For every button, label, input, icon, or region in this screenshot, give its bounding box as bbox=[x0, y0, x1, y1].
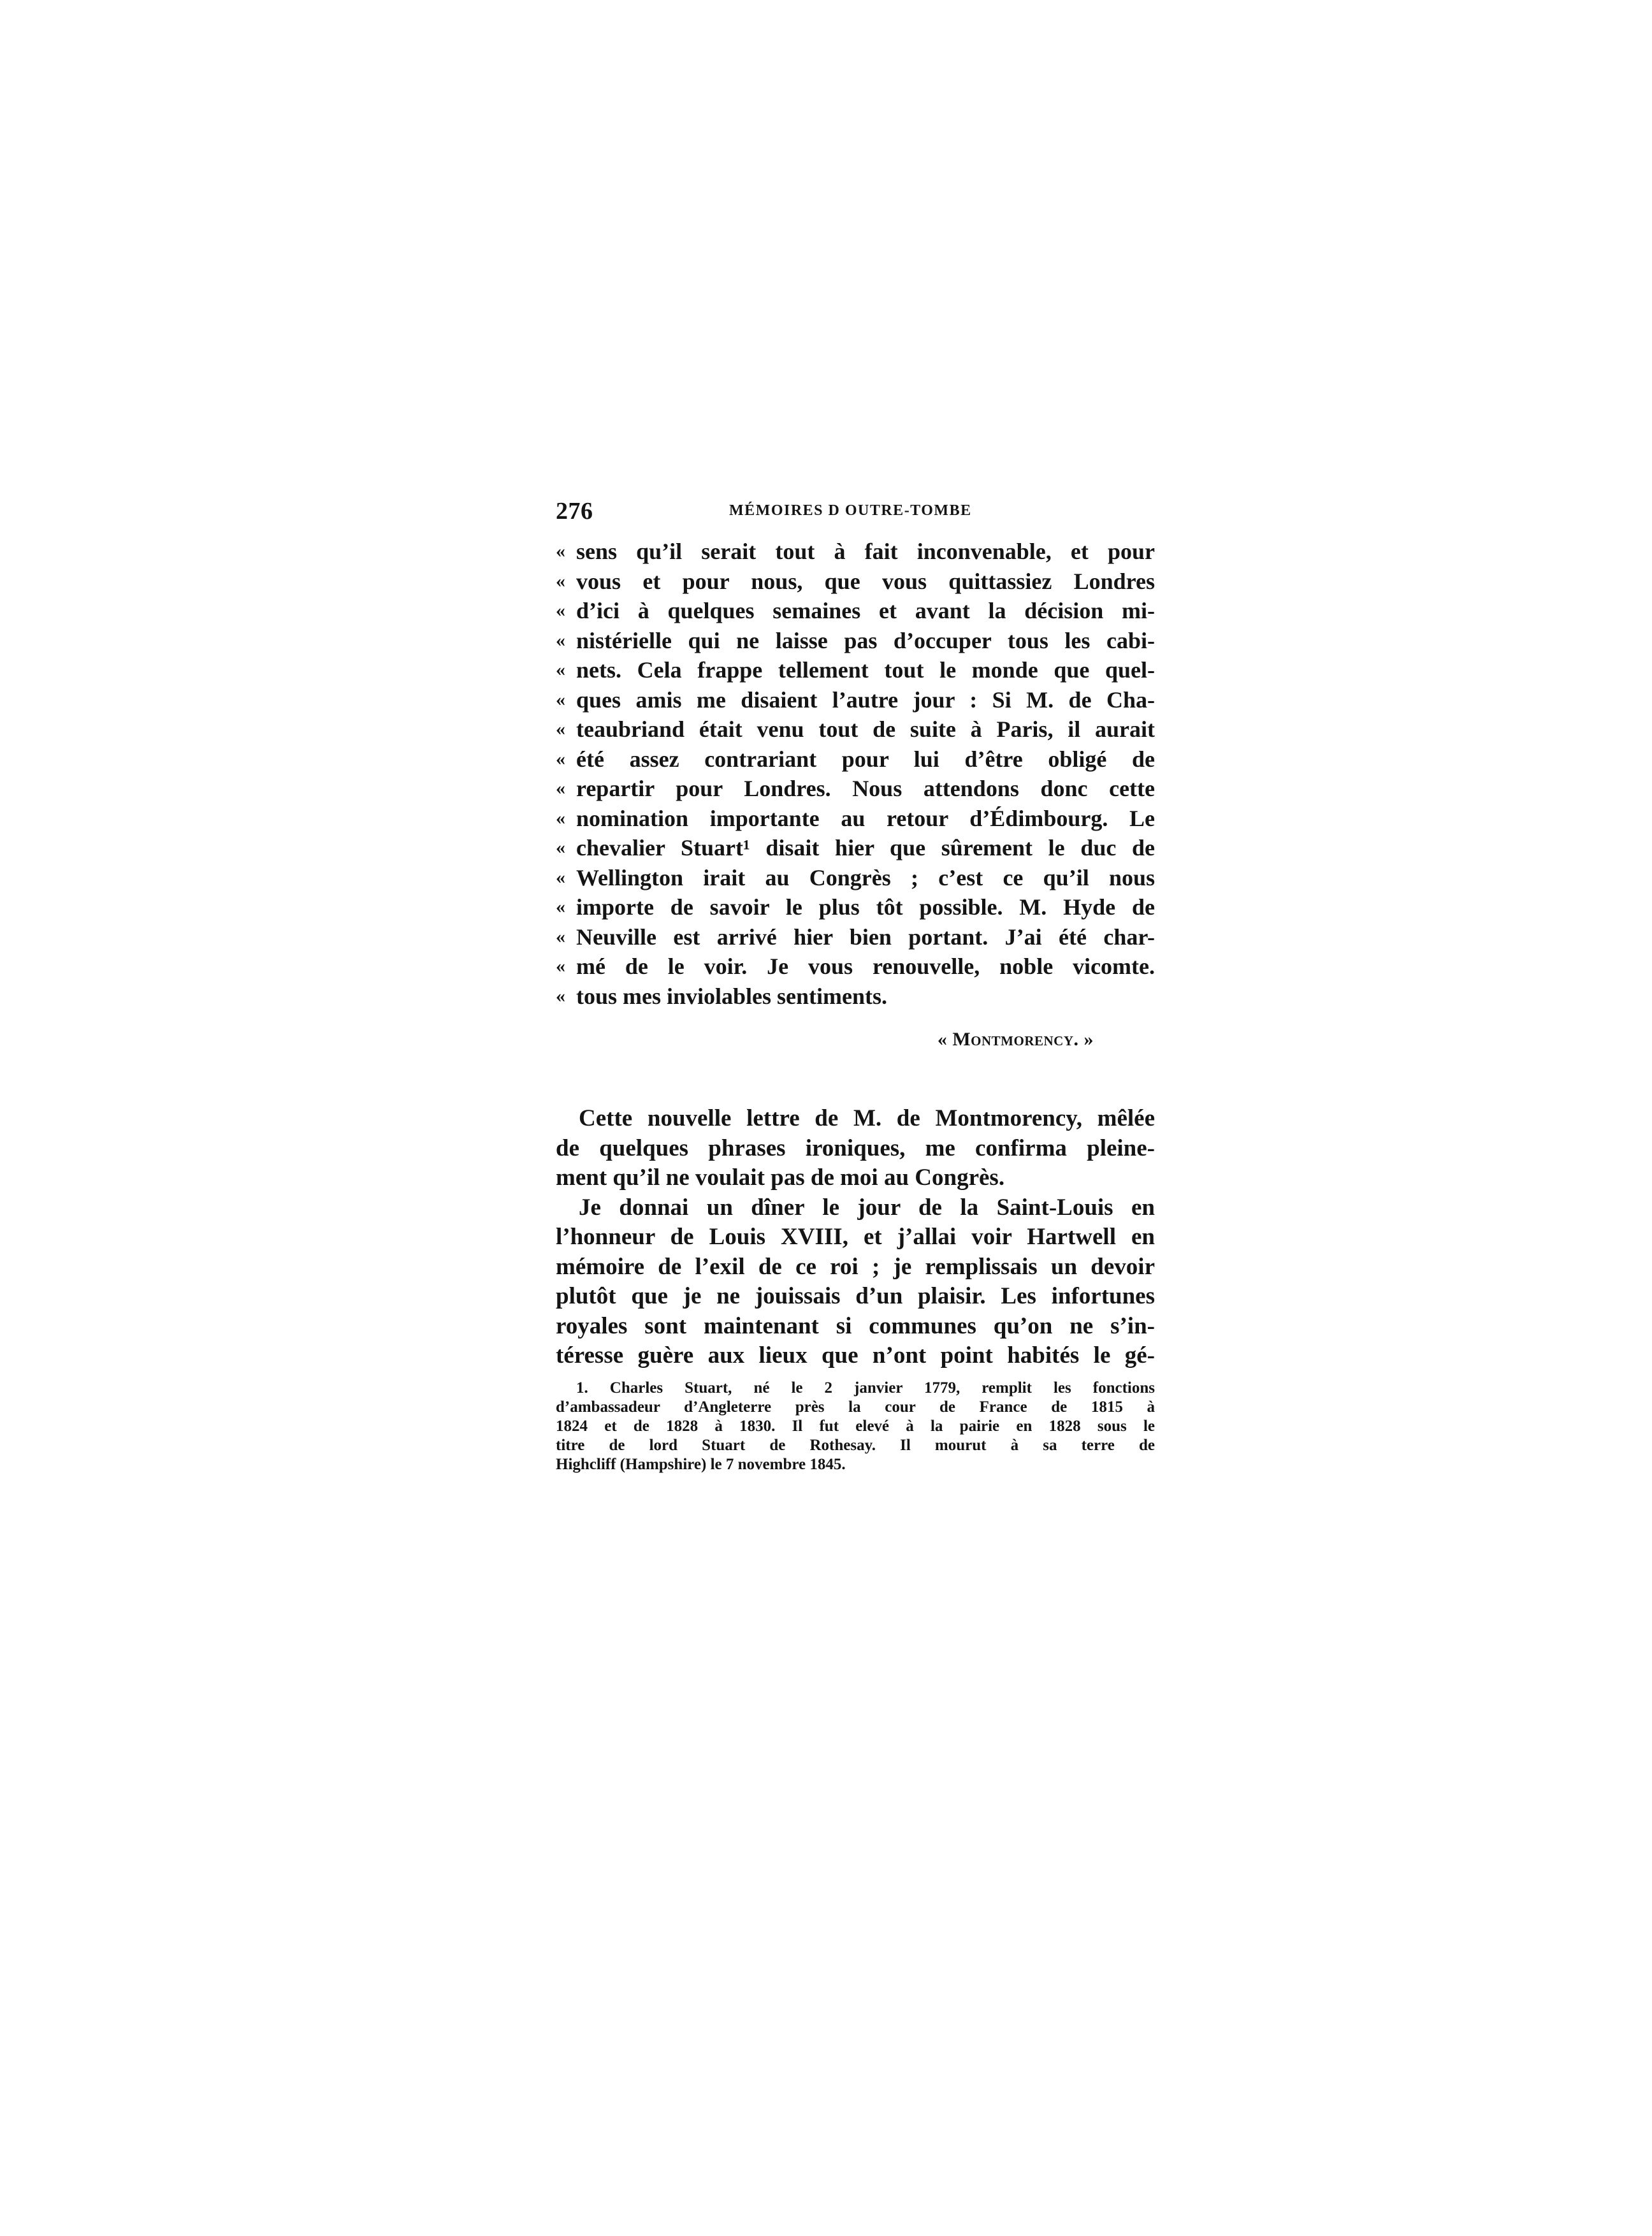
footnote-line: titre de lord Stuart de Rothesay. Il mourut à sa terre de bbox=[556, 1436, 1155, 1454]
paragraph-line: Je donnai un dîner le jour de la Saint-Louis en bbox=[579, 1194, 1155, 1221]
footnote-line: d’ambassadeur d’Angleterre près la cour de France de 1815 à bbox=[556, 1398, 1155, 1416]
paragraph-line: royales sont maintenant si communes qu’on ne s’in- bbox=[556, 1312, 1155, 1339]
letter-line bbox=[556, 952, 1155, 982]
letter-line bbox=[556, 982, 1155, 1012]
letter-signature bbox=[556, 1029, 1155, 1050]
letter-line-text: mé de le voir. Je vous renouvelle, noble vicomte. bbox=[576, 954, 1155, 979]
letter-line bbox=[556, 892, 1155, 922]
letter-line bbox=[556, 685, 1155, 715]
body-text bbox=[556, 1104, 1155, 1371]
letter-line bbox=[556, 774, 1155, 804]
letter-line bbox=[556, 537, 1155, 567]
running-title: MÉMOIRES D OUTRE-TOMBE bbox=[729, 502, 972, 519]
letter-line bbox=[556, 863, 1155, 893]
letter-line bbox=[556, 626, 1155, 656]
letter-line bbox=[556, 922, 1155, 952]
quote-mark: « bbox=[556, 807, 565, 829]
letter-line bbox=[556, 596, 1155, 626]
footnote-line: 1824 et de 1828 à 1830. Il fut elevé à la pairie en 1828 sous le bbox=[556, 1417, 1155, 1435]
page-number: 276 bbox=[556, 498, 593, 525]
letter-line-text: Wellington irait au Congrès ; c’est ce qu’il nous bbox=[576, 864, 1155, 890]
quote-mark: « bbox=[556, 541, 565, 562]
quote-mark: « bbox=[556, 955, 565, 976]
paragraph-line: ment qu’il ne voulait pas de moi au Congrès. bbox=[556, 1165, 1005, 1191]
letter-line bbox=[556, 744, 1155, 774]
footnote-line: Highcliff (Hampshire) le 7 novembre 1845. bbox=[556, 1455, 846, 1473]
letter-line bbox=[556, 567, 1155, 597]
footnote bbox=[556, 1379, 1155, 1474]
letter-line-text: vous et pour nous, que vous quittassiez Londres bbox=[576, 568, 1155, 594]
letter-line-text: nets. Cela frappe tellement tout le monde que quel- bbox=[576, 657, 1155, 683]
quote-mark: « bbox=[556, 600, 565, 621]
quote-mark: « bbox=[556, 688, 565, 710]
quote-mark: « bbox=[556, 659, 565, 680]
paragraph-line: plutôt que je ne jouissais d’un plaisir. Les infortunes bbox=[556, 1283, 1155, 1309]
letter-line-text: teaubriand était venu tout de suite à Paris, il aurait bbox=[576, 716, 1155, 742]
letter-line bbox=[556, 833, 1155, 863]
letter-line-text: été assez contrariant pour lui d’être obligé de bbox=[576, 746, 1155, 772]
letter-line-text: nomination importante au retour d’Édimbourg. Le bbox=[576, 805, 1155, 831]
footnote-line: 1. Charles Stuart, né le 2 janvier 1779, remplit les fonctions bbox=[576, 1379, 1155, 1397]
running-head bbox=[556, 497, 1155, 528]
quote-mark: « bbox=[556, 629, 565, 651]
quote-mark: « bbox=[556, 748, 565, 769]
letter-line bbox=[556, 804, 1155, 834]
letter-line bbox=[556, 655, 1155, 685]
signature-name: Montmorency bbox=[952, 1029, 1074, 1050]
letter-line-text: ques amis me disaient l’autre jour : Si M. de Cha- bbox=[576, 686, 1155, 713]
paragraph-line: mémoire de l’exil de ce roi ; je remplissais un devoir bbox=[556, 1253, 1155, 1280]
letter-line-text: repartir pour Londres. Nous attendons donc cette bbox=[576, 776, 1155, 801]
quote-mark: « bbox=[556, 866, 565, 888]
quote-mark: « bbox=[556, 718, 565, 739]
letter-line-text: tous mes inviolables sentiments. bbox=[576, 983, 888, 1009]
quote-mark: « bbox=[556, 837, 565, 858]
quote-mark: « bbox=[556, 570, 565, 592]
letter-line-text: sens qu’il serait tout à fait inconvenable, et pour bbox=[576, 539, 1155, 564]
signature-open-quote: « bbox=[937, 1029, 953, 1050]
letter-line-text: Neuville est arrivé hier bien portant. J’ai été char- bbox=[576, 924, 1155, 950]
quote-mark: « bbox=[556, 926, 565, 947]
quote-mark: « bbox=[556, 896, 565, 917]
signature-close-quote: . » bbox=[1073, 1029, 1094, 1050]
paragraph-line: téresse guère aux lieux que n’ont point habités le gé- bbox=[556, 1342, 1155, 1368]
letter-line-text: d’ici à quelques semaines et avant la décision mi- bbox=[576, 598, 1155, 623]
paragraph-line: Cette nouvelle lettre de M. de Montmorency, mêlée bbox=[579, 1105, 1155, 1131]
paragraph-line: l’honneur de Louis XVIII, et j’allai voir Hartwell en bbox=[556, 1224, 1155, 1250]
quote-mark: « bbox=[556, 778, 565, 799]
letter-line-text: chevalier Stuart¹ disait hier que sûrement le duc de bbox=[576, 835, 1155, 860]
quoted-letter bbox=[556, 537, 1155, 1011]
letter-line bbox=[556, 715, 1155, 744]
quote-mark: « bbox=[556, 985, 565, 1006]
book-page bbox=[556, 497, 1155, 1474]
paragraph-line: de quelques phrases ironiques, me confirma pleine- bbox=[556, 1135, 1155, 1161]
letter-line-text: importe de savoir le plus tôt possible. M. Hyde de bbox=[576, 894, 1155, 920]
letter-line-text: nistérielle qui ne laisse pas d’occuper tous les cabi- bbox=[576, 627, 1155, 653]
